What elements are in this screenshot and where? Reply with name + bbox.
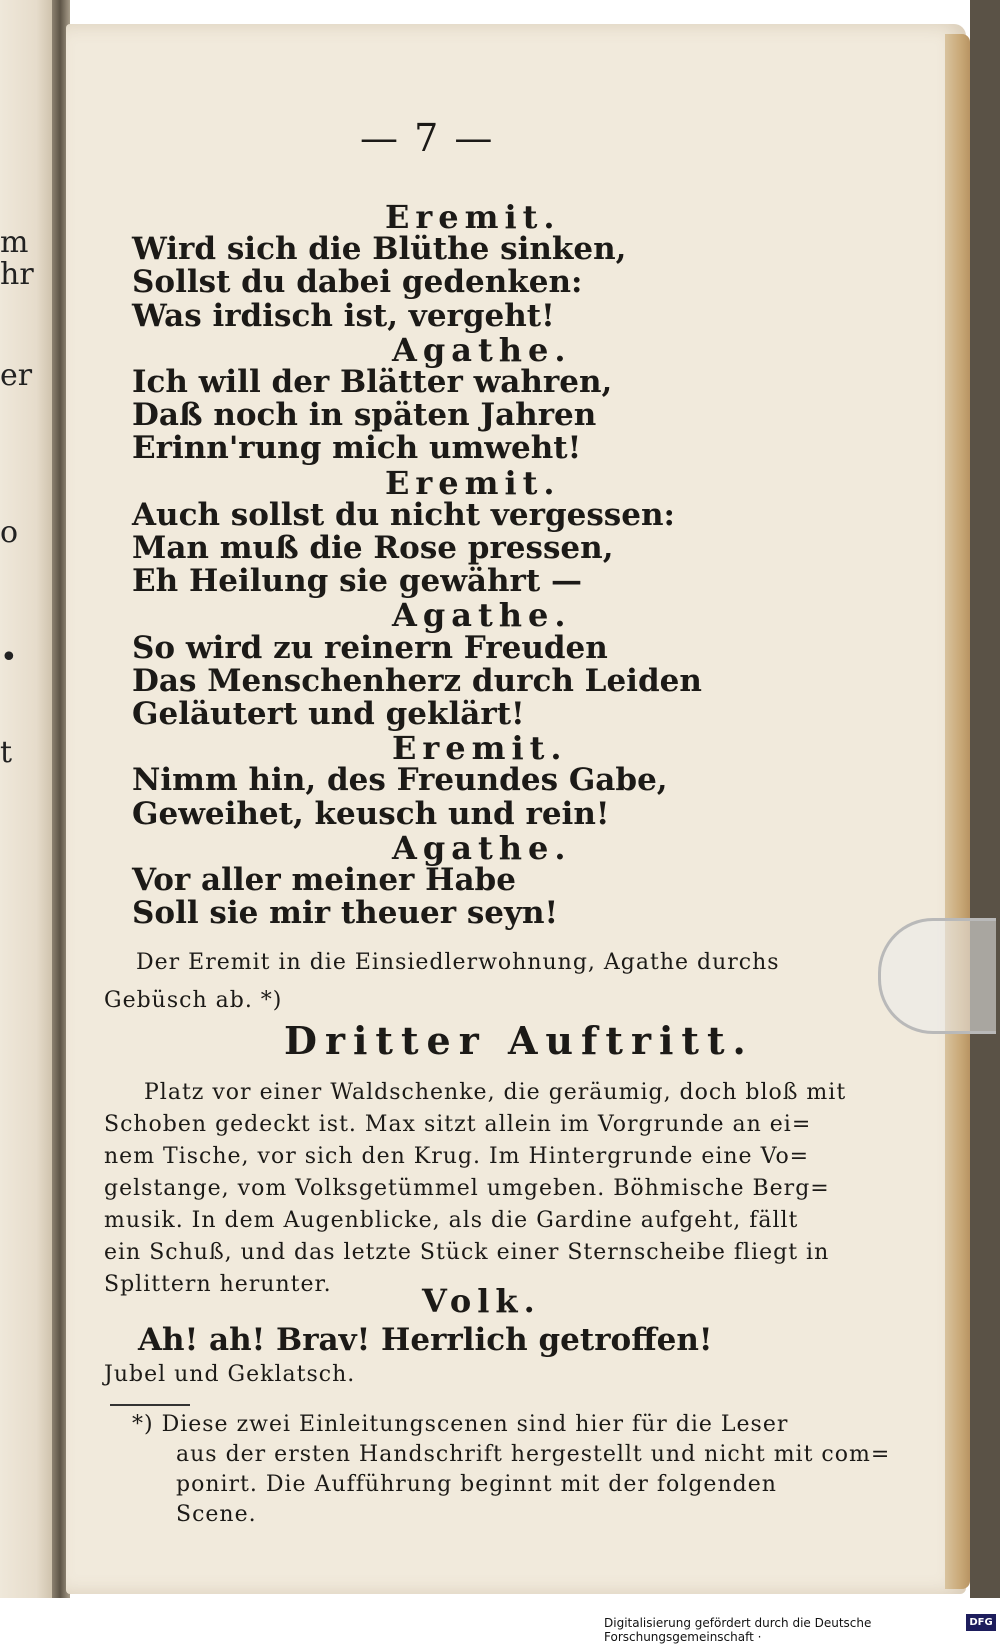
previous-page-fragment: m	[0, 225, 29, 260]
footnote-line: *) Diese zwei Einleitungscenen sind hier für die Leser	[132, 1412, 789, 1437]
speaker-name: Agathe.	[392, 330, 572, 369]
verse-line: Das Menschenherz durch Leiden	[132, 662, 702, 699]
previous-page-fragment: •	[0, 640, 18, 675]
verse-line: Was irdisch ist, vergeht!	[132, 297, 555, 334]
speaker-name: Agathe.	[392, 828, 572, 867]
speaker-name: Eremit.	[385, 198, 561, 236]
scene-description-line: gelstange, vom Volksgetümmel umgeben. Böhmische Berg=	[104, 1176, 830, 1201]
dfg-logo: DFG	[966, 1614, 996, 1631]
verse-line: Eh Heilung sie gewährt —	[132, 563, 582, 600]
scene-description-line: musik. In dem Augenblicke, als die Gardine aufgeht, fällt	[104, 1208, 799, 1233]
verse-line: Ich will der Blätter wahren,	[132, 364, 613, 400]
speaker-name: Volk.	[422, 1282, 541, 1320]
scan-background	[970, 0, 1000, 1598]
verse-line: Vor aller meiner Habe	[132, 862, 516, 898]
scene-description-line: nem Tische, vor sich den Krug. Im Hintergrunde eine Vo=	[104, 1144, 810, 1169]
verse-line: Auch sollst du nicht vergessen:	[132, 496, 675, 533]
scene-description-line: Platz vor einer Waldschenke, die geräumig, doch bloß mit	[144, 1080, 847, 1105]
verse-line: Nimm hin, des Freundes Gabe,	[132, 762, 668, 799]
footnote-line: aus der ersten Handschrift hergestellt und nicht mit com=	[176, 1442, 891, 1467]
footnote-rule	[110, 1404, 190, 1406]
scene-heading: Dritter Auftritt.	[284, 1018, 754, 1063]
speaker-name: Eremit.	[392, 729, 568, 768]
verse-line: Daß noch in späten Jahren	[132, 397, 597, 434]
page-clip	[878, 918, 996, 1034]
page-number: — 7 —	[360, 116, 495, 160]
speaker-name: Agathe.	[392, 596, 572, 635]
speaker-name: Eremit.	[385, 463, 561, 502]
verse-line: Man muß die Rose pressen,	[132, 530, 614, 566]
previous-page-fragment: er	[0, 358, 33, 393]
verse-line: Erinn'rung mich umweht!	[132, 430, 582, 467]
verse-line: So wird zu reinern Freuden	[132, 629, 608, 666]
previous-page-fragment: t	[0, 735, 13, 770]
scene-description-line: Splittern herunter.	[104, 1272, 332, 1297]
footnote-line: ponirt. Die Aufführung beginnt mit der folgenden	[176, 1472, 777, 1497]
verse-line: Sollst du dabei gedenken:	[132, 264, 583, 301]
verse-line: Soll sie mir theuer seyn!	[132, 895, 559, 932]
previous-page-fragment: o	[0, 515, 19, 550]
scene-description-line: ein Schuß, und das letzte Stück einer Sternscheibe fliegt in	[104, 1240, 830, 1265]
page-edge	[945, 34, 970, 1589]
stage-direction: Gebüsch ab. *)	[104, 988, 283, 1013]
stage-direction: Der Eremit in die Einsiedlerwohnung, Agathe durchs	[136, 950, 780, 975]
footnote-line: Scene.	[176, 1502, 257, 1527]
verse-line: Geweihet, keusch und rein!	[132, 795, 610, 832]
digitization-credit: Digitalisierung gefördert durch die Deutsche Forschungsgemeinschaft ·	[604, 1616, 872, 1644]
verse-line: Wird sich die Blüthe sinken,	[132, 231, 627, 268]
scene-description-line: Schoben gedeckt ist. Max sitzt allein im Vorgrunde an ei=	[104, 1112, 812, 1137]
verse-line: Geläutert und geklärt!	[132, 696, 525, 732]
stage-direction: Jubel und Geklatsch.	[104, 1362, 356, 1387]
dialogue-line: Ah! ah! Brav! Herrlich getroffen!	[138, 1322, 713, 1358]
previous-page-edge	[0, 0, 52, 1598]
previous-page-fragment: hr	[0, 257, 34, 292]
